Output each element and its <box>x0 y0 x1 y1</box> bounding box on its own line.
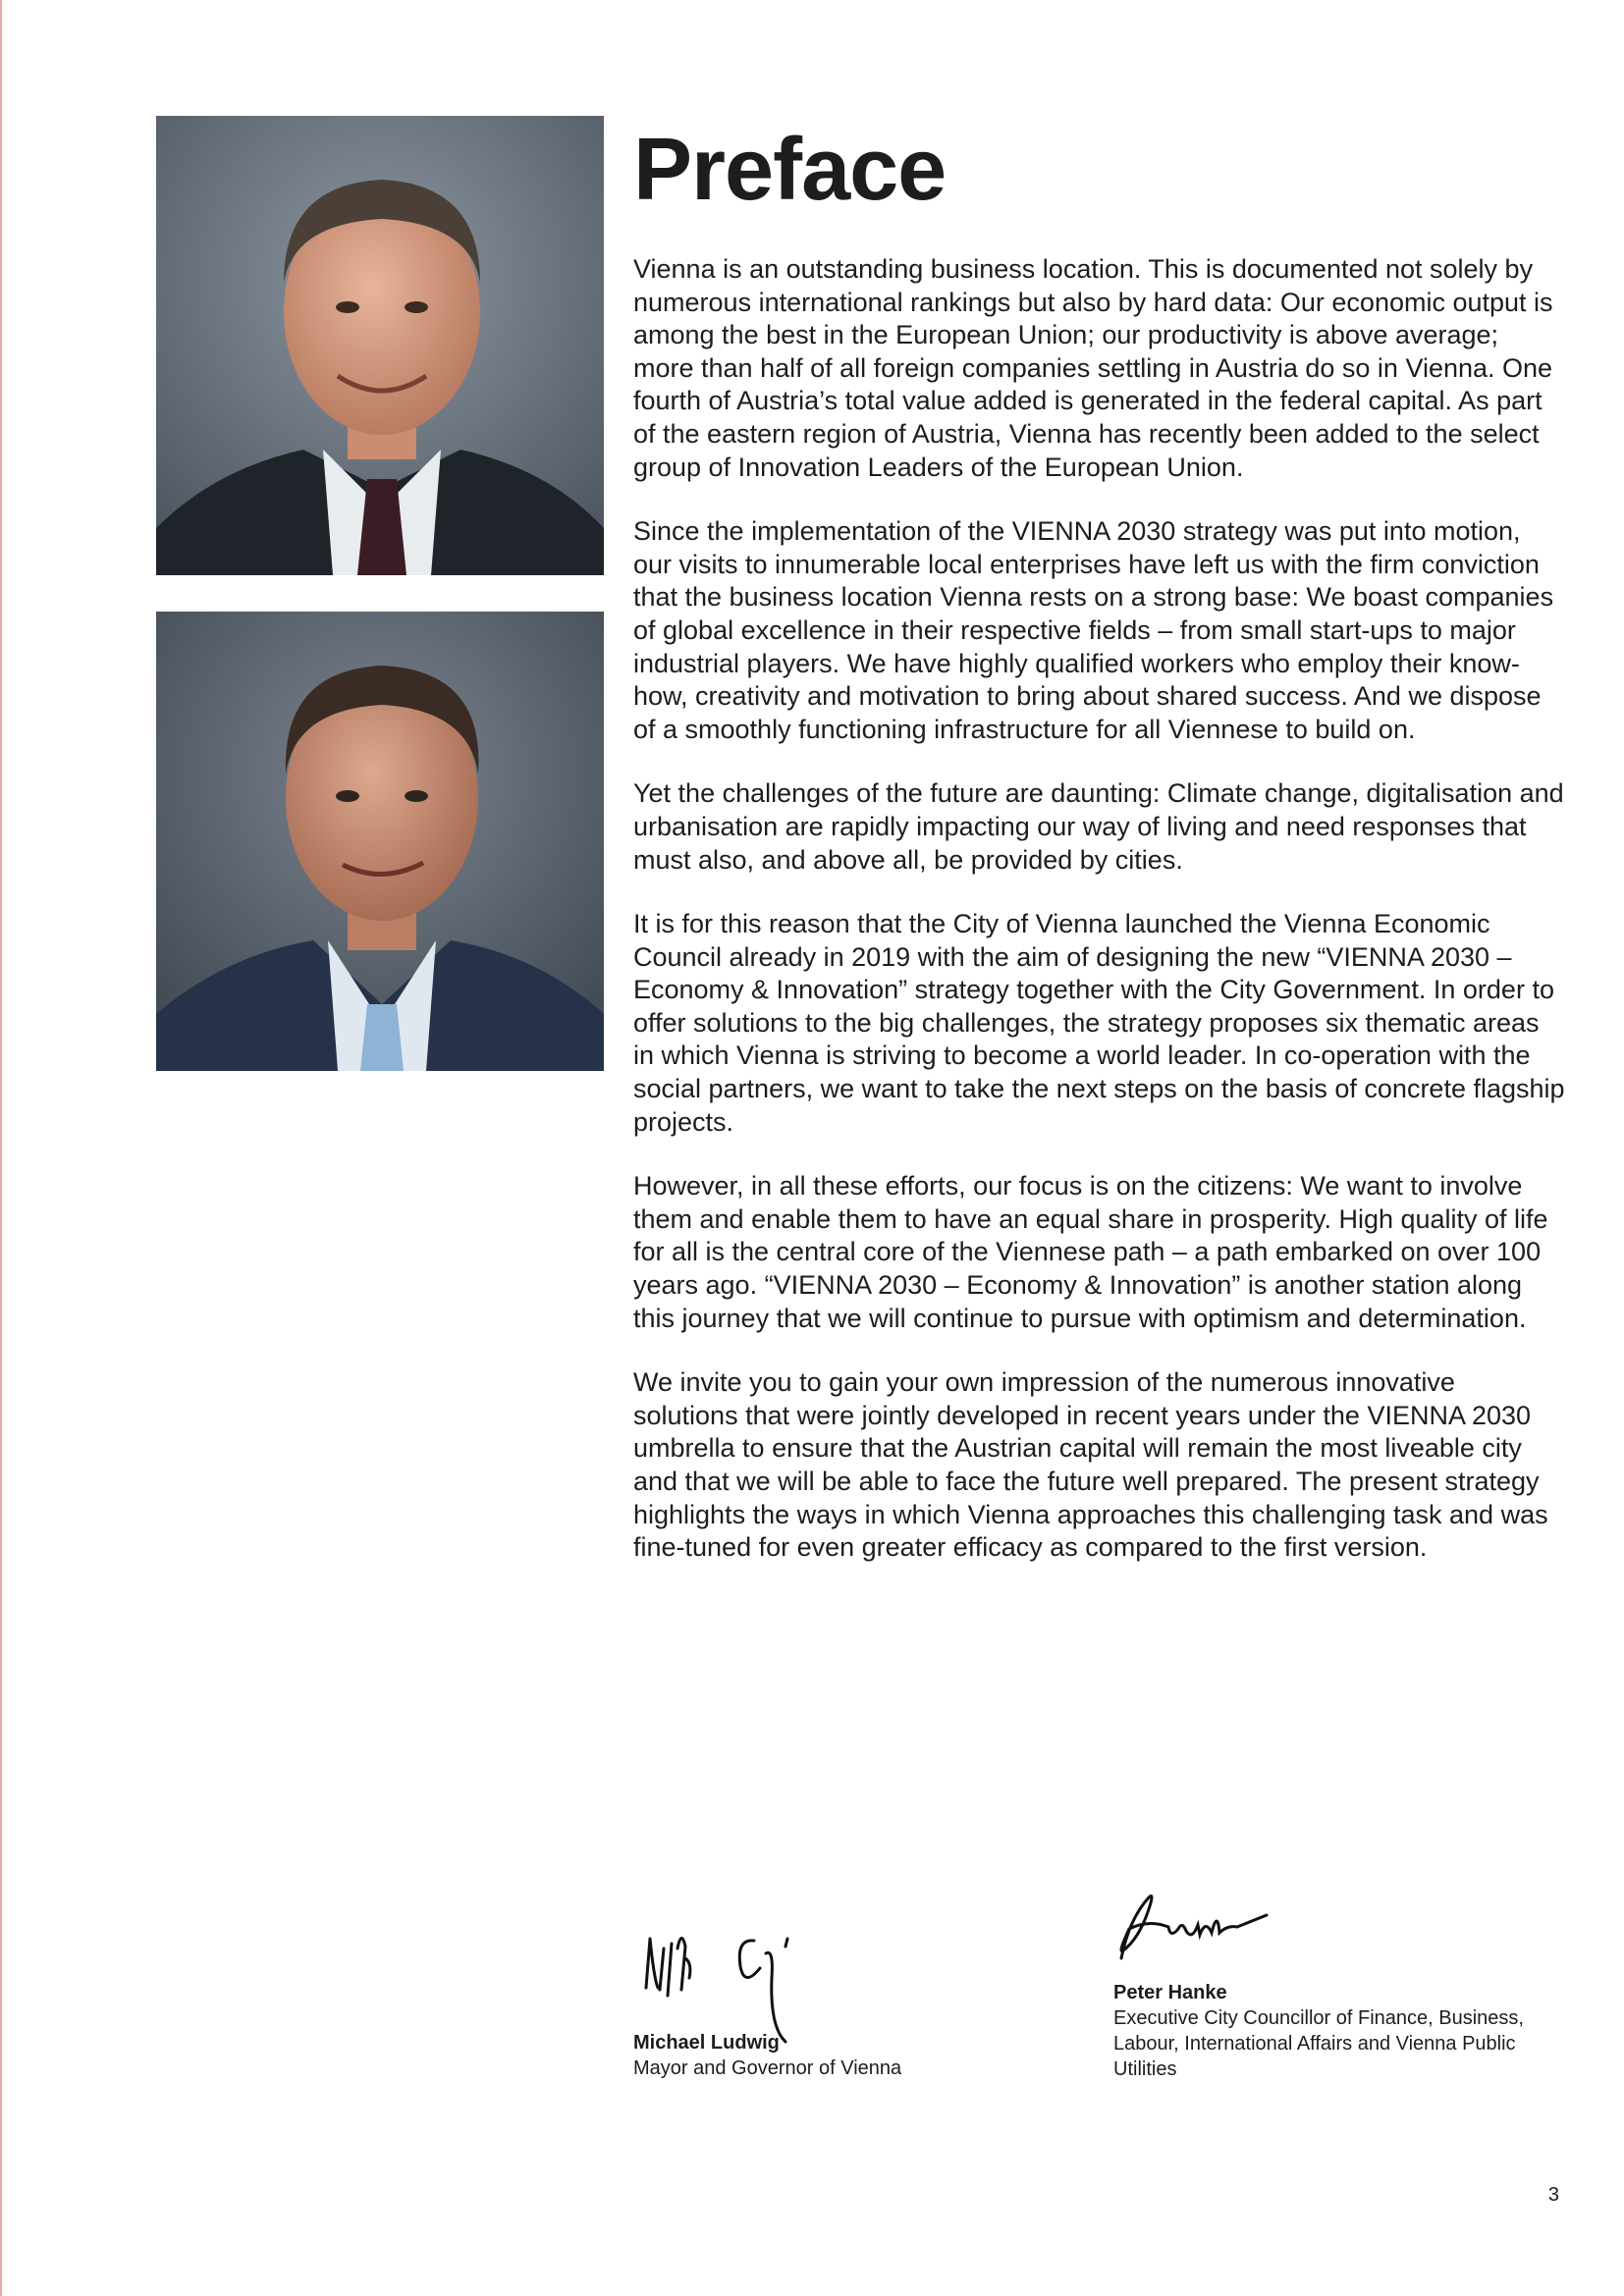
signatory-role: Mayor and Governor of Vienna <box>633 2057 902 2079</box>
paragraph: We invite you to gain your own impression of the numerous innovative solutions that were jointly developed in recent years under the VIENNA 2030 umbrella to ensure that the Austrian capital will remain the most liveable city and that we will be able to face the future well prepared. The present strategy highlights the ways in which Vienna approaches this challenging task and was fine-tuned for even greater efficacy as compared to the first version. <box>633 1367 1548 1563</box>
signatory-hanke <box>1113 1980 1545 2082</box>
signatory-name: Michael Ludwig <box>633 2032 780 2054</box>
signature-ludwig <box>638 1919 820 2047</box>
signatory-ludwig <box>633 2030 967 2081</box>
paragraph: Since the implementation of the VIENNA 2030 strategy was put into motion, our visits to innumerable local enterprises have left us with the firm conviction that the business location Vienna rests on a strong base: We boast companies of global excellence in their respective fields – from small start-ups to major industrial players. We have highly qualified workers who employ their know-how, creativity and motivation to bring about shared success. And we dispose of a smoothly functioning infrastructure for all Viennese to build on. <box>633 516 1554 744</box>
signatory-name: Peter Hanke <box>1113 1982 1227 2003</box>
portrait-photo-2 <box>156 612 604 1071</box>
signatory-role: Executive City Councillor of Finance, Business, Labour, International Affairs and Vienna Public Utilities <box>1113 2007 1524 2080</box>
handwritten-signature-icon <box>1110 1890 1276 1968</box>
portrait-photo-icon <box>156 116 604 575</box>
handwritten-signature-icon <box>638 1919 820 2047</box>
paragraph: Yet the challenges of the future are daunting: Climate change, digitalisation and urbanisation are rapidly impacting our way of living and need responses that must also, and above all, be provided by cities. <box>633 778 1564 875</box>
signature-hanke <box>1110 1890 1276 1968</box>
portrait-photo-icon <box>156 612 604 1071</box>
page-number: 3 <box>1547 2184 1559 2206</box>
portrait-photo-1 <box>156 116 604 575</box>
preface-body <box>633 253 1566 1596</box>
paragraph: However, in all these efforts, our focus is on the citizens: We want to involve them and enable them to have an equal share in prosperity. High quality of life for all is the central core of the Viennese path – a path embarked on over 100 years ago. “VIENNA 2030 – Economy & Innovation” is another station along this journey that we will continue to pursue with optimism and determination. <box>633 1171 1548 1333</box>
page-title: Preface <box>633 121 947 219</box>
paragraph: Vienna is an outstanding business location. This is documented not solely by numerous international rankings but also by hard data: Our economic output is among the best in the European Union; our productivity is above average; more than half of all foreign companies settling in Austria do so in Vienna. One fourth of Austria’s total value added is generated in the federal capital. As part of the eastern region of Austria, Vienna has recently been added to the select group of Innovation Leaders of the European Union. <box>633 254 1553 482</box>
paragraph: It is for this reason that the City of Vienna launched the Vienna Economic Council already in 2019 with the aim of designing the new “VIENNA 2030 – Economy & Innovation” strategy together with the City Government. In order to offer solutions to the big challenges, the strategy proposes six thematic areas in which Vienna is striving to become a world leader. In co-operation with the social partners, we want to take the next steps on the basis of concrete flagship projects. <box>633 909 1565 1137</box>
page-edge-line <box>0 0 2 2296</box>
